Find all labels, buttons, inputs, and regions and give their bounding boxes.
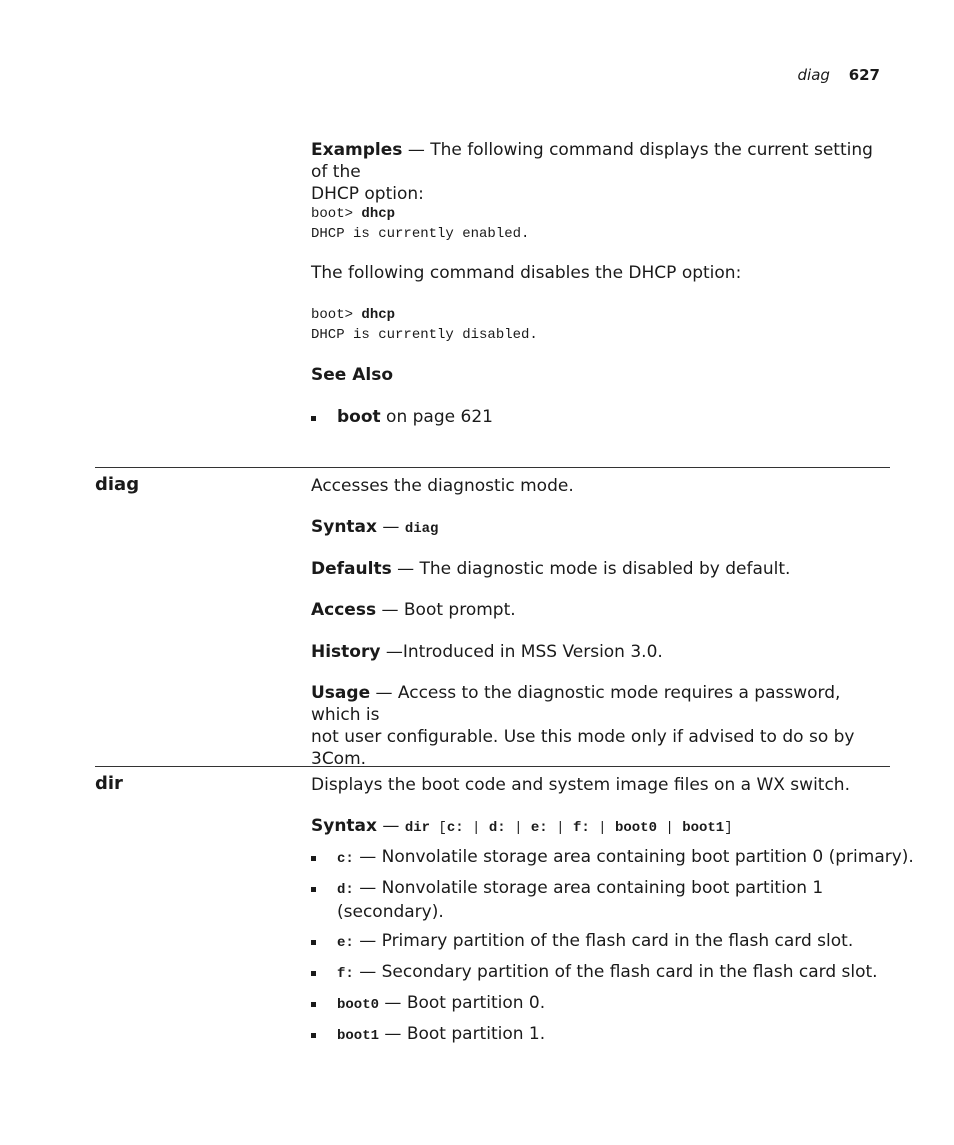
- syntax-token: d:: [488, 820, 506, 836]
- syntax-token: boot0: [614, 820, 657, 836]
- code-output: DHCP is currently disabled.: [311, 327, 538, 343]
- list-item-text: [337, 1023, 545, 1047]
- bullet-icon: [311, 940, 316, 945]
- access-text: — Boot prompt.: [376, 600, 516, 620]
- history-label: History: [311, 642, 381, 662]
- syntax-token: f:: [572, 820, 590, 836]
- diag-usage: [311, 682, 891, 770]
- syntax-token: |: [463, 820, 489, 836]
- list-item-code: boot0: [337, 997, 380, 1013]
- bullet-icon: [311, 887, 316, 892]
- diag-defaults: [311, 558, 891, 580]
- list-item-code: c:: [337, 851, 354, 867]
- command-title-diag: diag: [95, 474, 140, 495]
- code-command: dhcp: [361, 206, 396, 222]
- page-number: 627: [848, 66, 880, 84]
- list-item-desc: — Nonvolatile storage area containing boot partition 1: [353, 878, 824, 898]
- examples-text-line2: DHCP option:: [311, 184, 424, 204]
- syntax-command: diag: [404, 521, 439, 537]
- bullet-icon: [311, 1002, 316, 1007]
- list-item-code: d:: [337, 882, 354, 898]
- syntax-token: [: [430, 820, 447, 836]
- syntax-dash: —: [377, 517, 405, 537]
- list-item-desc: — Secondary partition of the flash card in the flash card slot.: [353, 962, 878, 982]
- code-block-2: [311, 305, 538, 345]
- section-divider: [95, 467, 890, 468]
- defaults-label: Defaults: [311, 559, 392, 579]
- dir-description: Displays the boot code and system image files on a WX switch.: [311, 775, 850, 795]
- header-section-name: diag: [797, 66, 830, 84]
- examples-paragraph: [311, 139, 891, 205]
- syntax-dash: —: [377, 816, 405, 836]
- see-also-link-rest: on page 621: [380, 407, 493, 427]
- syntax-token: e:: [530, 820, 548, 836]
- usage-label: Usage: [311, 683, 371, 703]
- usage-text-line1: — Access to the diagnostic mode requires a password, which is: [311, 683, 841, 725]
- running-header: [798, 66, 881, 84]
- list-item-text: [337, 846, 914, 870]
- diag-history: [311, 641, 891, 663]
- bullet-icon: [311, 971, 316, 976]
- examples-label: Examples: [311, 140, 403, 160]
- syntax-token: boot1: [682, 820, 725, 836]
- list-item-text: [337, 992, 545, 1016]
- code-block-1: [311, 204, 529, 244]
- code-prompt: boot>: [311, 206, 362, 222]
- diag-syntax: [311, 516, 891, 540]
- see-also-link-bold[interactable]: boot: [337, 407, 381, 427]
- syntax-token: |: [547, 820, 573, 836]
- list-item-code: boot1: [337, 1028, 380, 1044]
- list-item-text: [337, 961, 878, 985]
- history-text: —Introduced in MSS Version 3.0.: [380, 642, 663, 662]
- list-item-desc: — Primary partition of the flash card in the flash card slot.: [353, 931, 854, 951]
- see-also-link[interactable]: [337, 406, 493, 428]
- list-item-desc: — Nonvolatile storage area containing boot partition 0 (primary).: [353, 847, 914, 867]
- bullet-icon: [311, 1033, 316, 1038]
- syntax-label: Syntax: [311, 816, 377, 836]
- syntax-token: ]: [724, 820, 733, 836]
- code-command: dhcp: [361, 307, 396, 323]
- list-item-code: e:: [337, 935, 354, 951]
- bullet-icon: [311, 416, 316, 421]
- syntax-token: dir: [404, 820, 431, 836]
- syntax-token: |: [589, 820, 615, 836]
- list-item-desc-line2: (secondary).: [337, 902, 444, 922]
- syntax-token: |: [656, 820, 683, 836]
- list-item-code: f:: [337, 966, 354, 982]
- examples-text-line1: — The following command displays the current setting of the: [311, 140, 873, 182]
- diag-access: [311, 599, 891, 621]
- list-item-desc: — Boot partition 0.: [379, 993, 546, 1013]
- syntax-token: c:: [446, 820, 464, 836]
- defaults-text: — The diagnostic mode is disabled by default.: [391, 559, 791, 579]
- usage-text-line2: not user configurable. Use this mode only if advised to do so by 3Com.: [311, 727, 855, 769]
- section-divider: [95, 766, 890, 767]
- list-item-desc: — Boot partition 1.: [379, 1024, 546, 1044]
- syntax-label: Syntax: [311, 517, 377, 537]
- syntax-token: |: [505, 820, 531, 836]
- code-output: DHCP is currently enabled.: [311, 226, 530, 242]
- access-label: Access: [311, 600, 377, 620]
- see-also-heading: See Also: [311, 365, 394, 385]
- code-prompt: boot>: [311, 307, 362, 323]
- examples-text-3: The following command disables the DHCP option:: [311, 263, 742, 283]
- command-title-dir: dir: [95, 773, 123, 794]
- bullet-icon: [311, 856, 316, 861]
- list-item-text: [337, 930, 853, 954]
- list-item-text: [337, 877, 823, 923]
- diag-description: Accesses the diagnostic mode.: [311, 476, 574, 496]
- dir-syntax: [311, 815, 891, 839]
